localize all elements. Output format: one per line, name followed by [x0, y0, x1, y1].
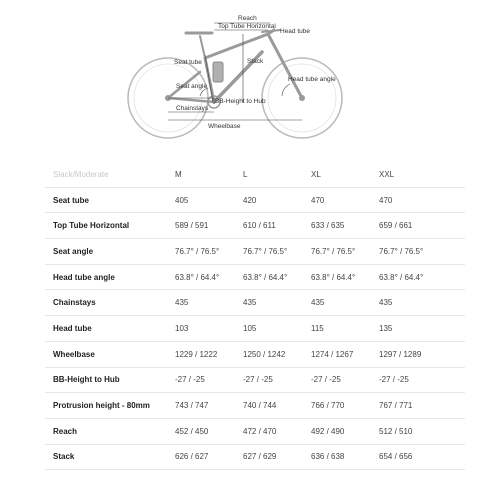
size-header-m: M — [175, 169, 182, 179]
geometry-table — [45, 162, 465, 470]
bike-frame — [168, 30, 302, 108]
cell-value: 767 / 771 — [379, 401, 413, 411]
row-label: Protrusion height - 80mm — [53, 401, 150, 411]
row-label: BB-Height to Hub — [53, 375, 120, 385]
diagram-label-stack: Stack — [247, 58, 264, 65]
cell-value: 654 / 656 — [379, 452, 413, 462]
table-corner-label: Slack/Moderate — [53, 169, 109, 179]
table-row — [45, 393, 465, 419]
cell-value: 405 — [175, 195, 189, 205]
cell-value: 512 / 510 — [379, 426, 413, 436]
cell-value: 633 / 635 — [311, 221, 345, 231]
cell-value: 1274 / 1267 — [311, 349, 354, 359]
head-tube-angle-arc — [282, 84, 290, 96]
table-row — [45, 419, 465, 445]
cell-value: 1250 / 1242 — [243, 349, 286, 359]
cell-value: 435 — [311, 298, 325, 308]
diagram-label-bb-height: BB-Height to Hub — [215, 98, 266, 105]
size-header-l: L — [243, 169, 248, 179]
table-row — [45, 213, 465, 239]
cell-value: -27 / -25 — [311, 375, 341, 385]
cell-value: 435 — [243, 298, 257, 308]
cell-value: -27 / -25 — [379, 375, 409, 385]
bike-geometry-svg — [0, 0, 500, 150]
cell-value: 470 — [379, 195, 393, 205]
cell-value: 103 — [175, 323, 189, 333]
cell-value: 63.8° / 64.4° — [175, 272, 220, 282]
cell-value: 610 / 611 — [243, 221, 276, 231]
row-label: Seat tube — [53, 195, 90, 205]
size-header-xl: XL — [311, 169, 321, 179]
diagram-label-chainstays: Chainstays — [176, 105, 209, 112]
table-row — [45, 188, 465, 214]
row-label: Stack — [53, 452, 75, 462]
cell-value: 105 — [243, 323, 257, 333]
cell-value: 589 / 591 — [175, 221, 209, 231]
diagram-label-seat-tube: Seat tube — [174, 59, 202, 66]
cell-value: 76.7° / 76.5° — [243, 246, 288, 256]
bike-geometry-diagram — [0, 0, 500, 150]
row-label: Wheelbase — [53, 349, 95, 359]
cell-value: 472 / 470 — [243, 426, 277, 436]
cell-value: 627 / 629 — [243, 452, 277, 462]
diagram-label-top-tube: Top Tube Horizontal — [218, 23, 276, 30]
cell-value: 63.8° / 64.4° — [243, 272, 288, 282]
cell-value: 1229 / 1222 — [175, 349, 218, 359]
cell-value: 1297 / 1289 — [379, 349, 422, 359]
cell-value: 76.7° / 76.5° — [379, 246, 424, 256]
table-header-row — [45, 162, 465, 188]
table-row — [45, 239, 465, 265]
table-row — [45, 342, 465, 368]
row-label: Top Tube Horizontal — [53, 221, 130, 231]
table-row — [45, 368, 465, 394]
row-label: Reach — [53, 426, 78, 436]
cell-value: 452 / 450 — [175, 426, 209, 436]
table-row — [45, 445, 465, 471]
cell-value: 626 / 627 — [175, 452, 209, 462]
cell-value: 659 / 661 — [379, 221, 413, 231]
cell-value: 435 — [175, 298, 189, 308]
cell-value: 76.7° / 76.5° — [311, 246, 356, 256]
size-header-xxl: XXL — [379, 169, 395, 179]
diagram-label-reach: Reach — [238, 15, 257, 22]
row-label: Head tube — [53, 323, 92, 333]
cell-value: 63.8° / 64.4° — [311, 272, 356, 282]
cell-value: 740 / 744 — [243, 401, 277, 411]
cell-value: -27 / -25 — [243, 375, 273, 385]
diagram-label-wheelbase: Wheelbase — [208, 123, 241, 130]
row-label: Seat angle — [53, 246, 94, 256]
diagram-label-head-tube: Head tube — [280, 28, 310, 35]
cell-value: 420 — [243, 195, 257, 205]
cell-value: 115 — [311, 323, 324, 333]
table-row — [45, 290, 465, 316]
cell-value: 76.7° / 76.5° — [175, 246, 220, 256]
cell-value: -27 / -25 — [175, 375, 205, 385]
cell-value: 492 / 490 — [311, 426, 345, 436]
cell-value: 766 / 770 — [311, 401, 345, 411]
cell-value: 743 / 747 — [175, 401, 209, 411]
row-label: Head tube angle — [53, 272, 115, 282]
diagram-label-seat-angle: Seat angle — [176, 83, 208, 90]
diagram-label-head-tube-angle: Head tube angle — [288, 76, 336, 83]
row-label: Chainstays — [53, 298, 96, 308]
cell-value: 63.8° / 64.4° — [379, 272, 424, 282]
table-row — [45, 316, 465, 342]
cell-value: 636 / 638 — [311, 452, 345, 462]
cell-value: 135 — [379, 323, 393, 333]
cell-value: 435 — [379, 298, 393, 308]
cell-value: 470 — [311, 195, 325, 205]
table-row — [45, 265, 465, 291]
